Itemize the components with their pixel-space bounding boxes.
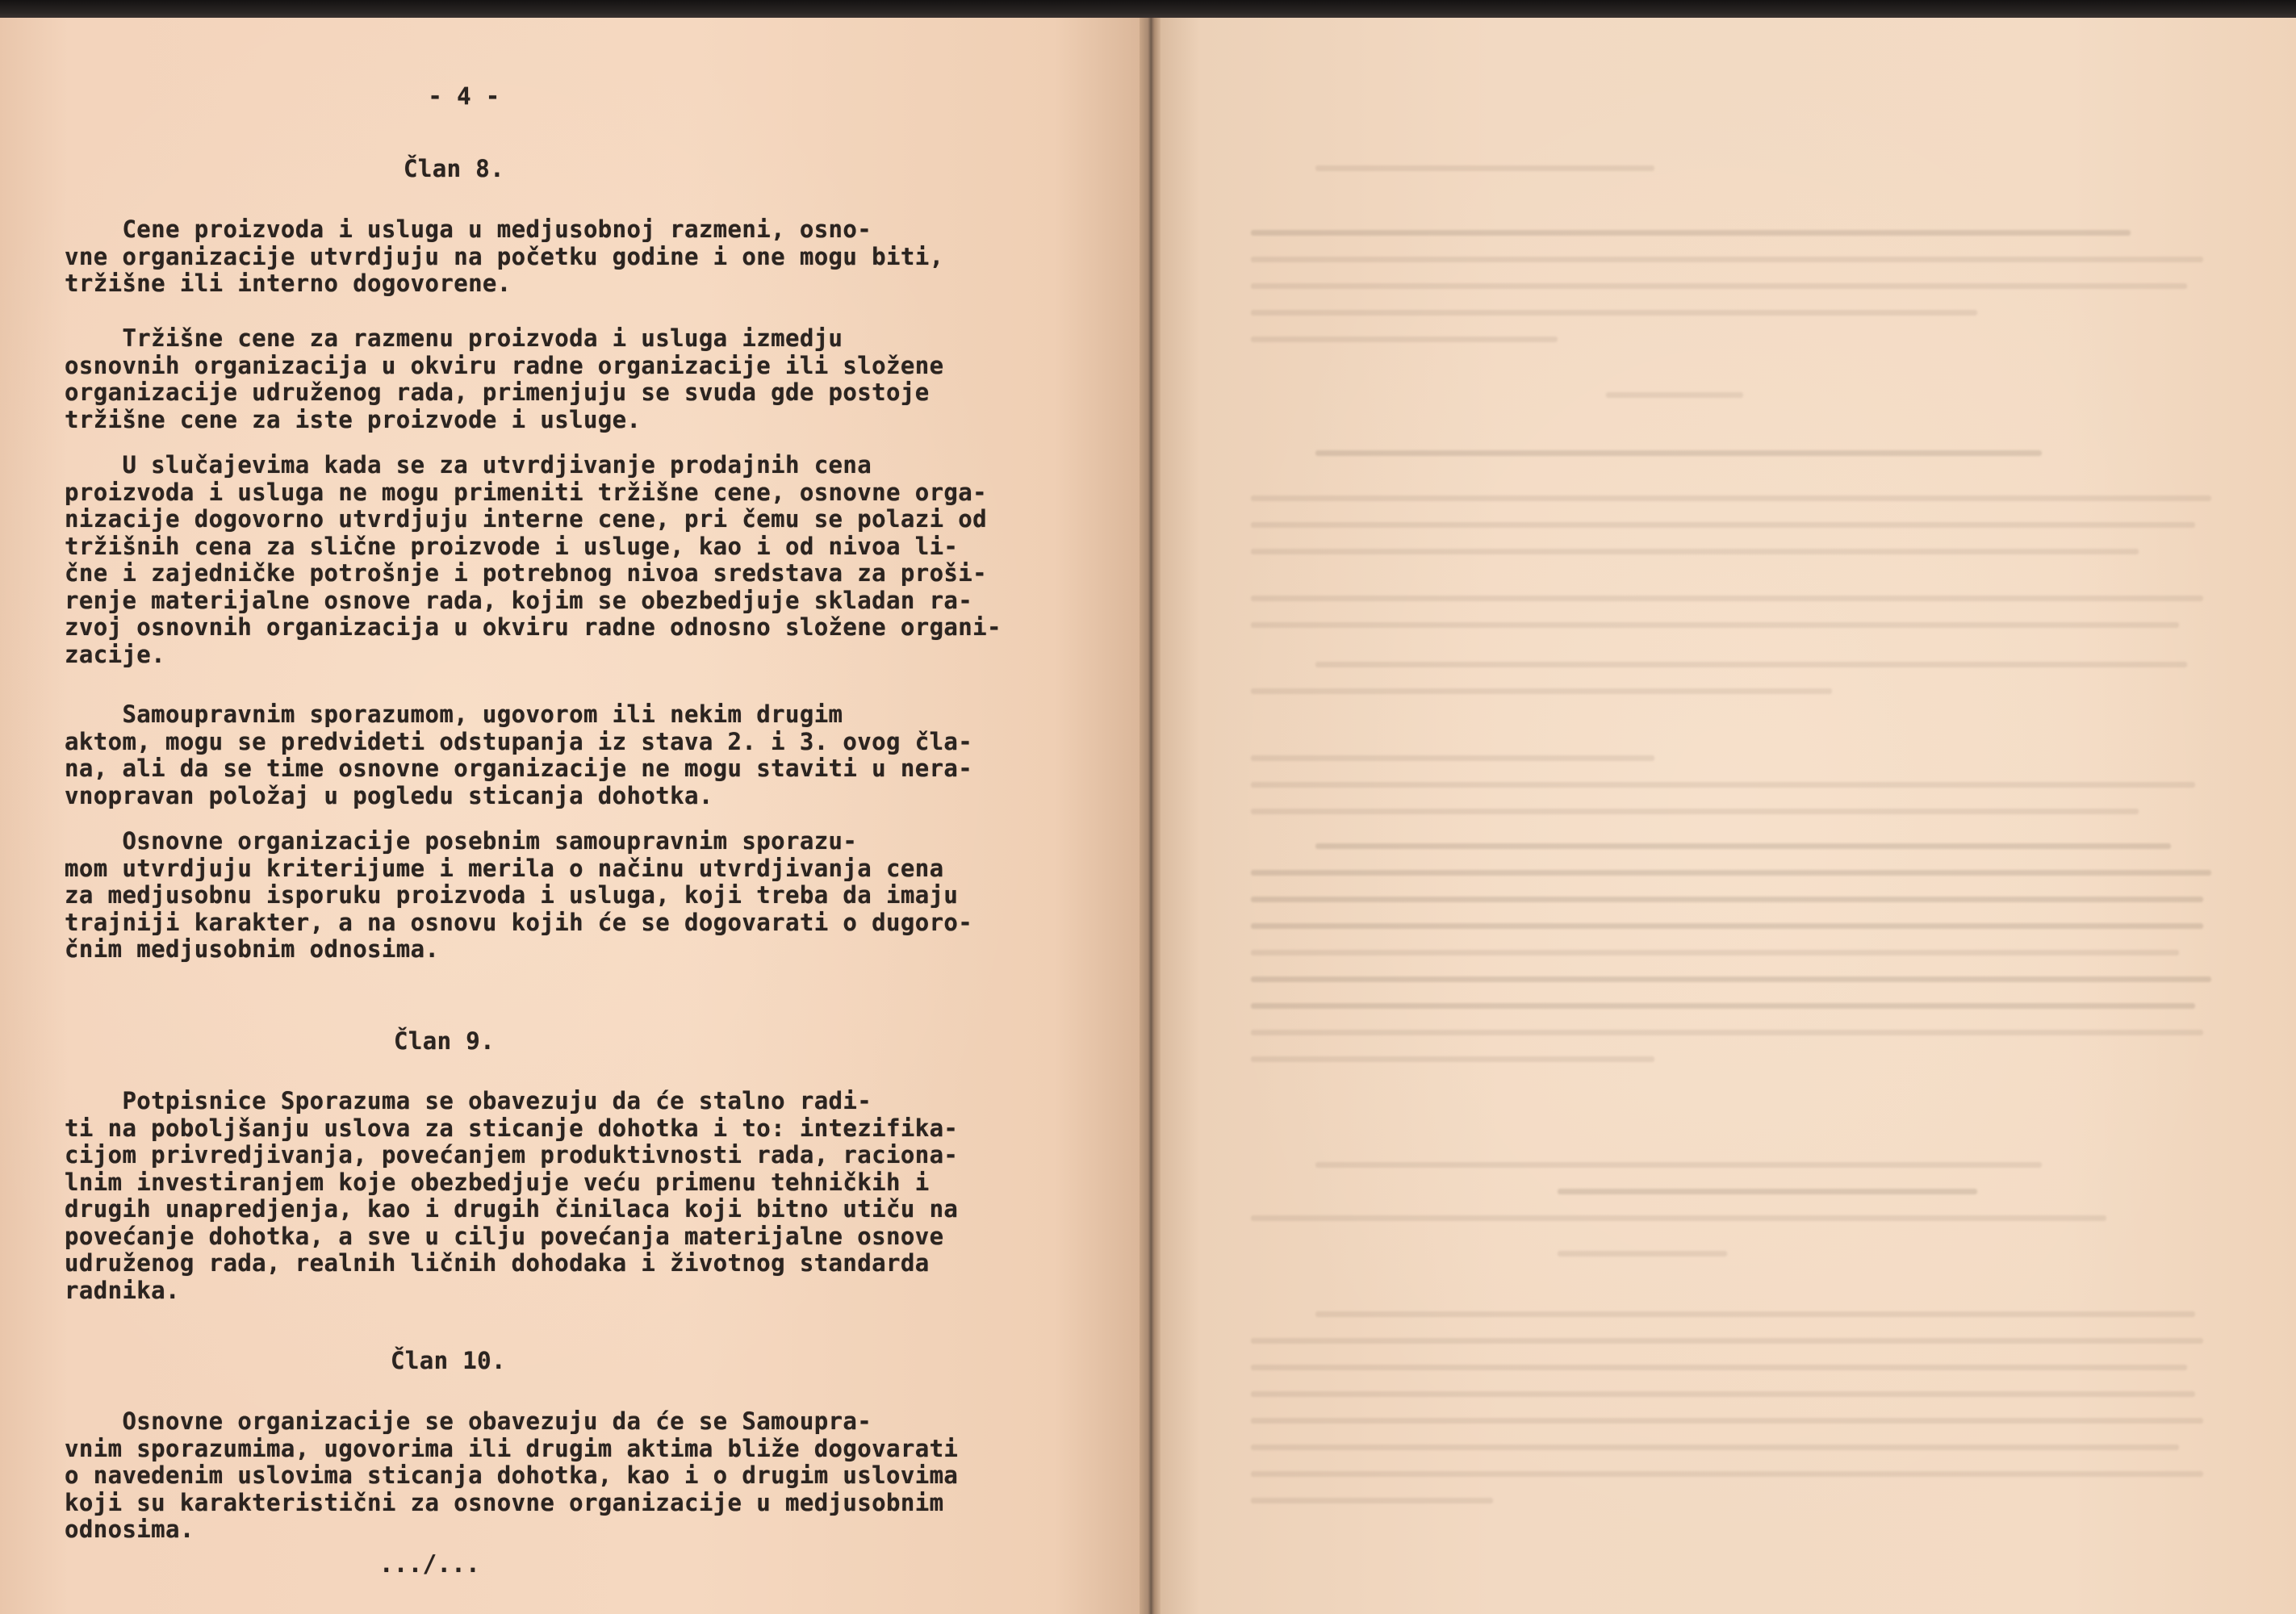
ghost-line — [1315, 843, 2171, 849]
ghost-line — [1315, 450, 2042, 456]
ghost-line — [1251, 950, 2179, 955]
article-9-paragraph-1: Potpisnice Sporazuma se obavezuju da će stalno radi- ti na poboljšanju uslova za sticanje dohotka i to: intezifika- cijom privredjivanja, povećanjem produktivnosti rada, raciona- lnim investiranjem koje obezbedjuje veću primenu tehničkih i drugih unapredjenja, kao i drugih činilaca koji bitno utiču na povećanje dohotka, a sve u cilju povećanja materijalne osnove udruženog rada, realnih ličnih dohodaka i životnog standarda radnika. — [65, 1087, 959, 1304]
ghost-line — [1251, 897, 2203, 902]
ghost-line — [1251, 782, 2195, 788]
ghost-line — [1251, 976, 2211, 982]
ghost-line — [1558, 1189, 1977, 1194]
article-8-paragraph-3: U slučajevima kada se za utvrdjivanje prodajnih cena proizvoda i usluga ne mogu primeniti tržišne cene, osnovne orga- nizacije dogovorno utvrdjuju interne cene, pri čemu se polazi od tržišnih cena za slične proizvode i usluge, kao i od nivoa li- čne i zajedničke potrošnje i potrebnog nivoa sredstava za proši- renje materijalne osnove rada, kojim se obezbedjuje skladan ra- zvoj osnovnih organizacija u okviru radne odnosno složene organi- zacije. — [65, 451, 1002, 668]
article-heading-10: Član 10. — [391, 1347, 506, 1374]
ghost-line — [1251, 549, 2139, 554]
ghost-line — [1251, 522, 2195, 528]
ghost-line — [1251, 1498, 1493, 1503]
page-number: - 4 - — [428, 82, 500, 110]
right-page-bleed-through — [1154, 0, 2296, 1614]
ghost-line — [1251, 809, 2139, 814]
ghost-line — [1606, 392, 1743, 398]
ghost-line — [1251, 923, 2203, 929]
ghost-line — [1251, 257, 2203, 262]
ghost-line — [1251, 495, 2211, 501]
scan-top-edge — [0, 0, 2296, 18]
book-gutter — [1140, 0, 1161, 1614]
ghost-line — [1251, 1215, 2106, 1221]
ghost-line — [1251, 1056, 1654, 1062]
article-heading-8: Član 8. — [404, 155, 505, 182]
ghost-line — [1558, 1251, 1727, 1256]
ghost-line — [1315, 1162, 2042, 1168]
article-heading-9: Član 9. — [394, 1027, 496, 1055]
article-8-paragraph-2: Tržišne cene za razmenu proizvoda i usluga izmedju osnovnih organizacija u okviru radne organizacije ili složene organizacije udruženog rada, primenjuju se svuda gde postoje tržišne cene za iste proizvode i usluge. — [65, 324, 944, 433]
ghost-line — [1251, 337, 1558, 342]
ghost-line — [1251, 755, 1654, 761]
ghost-line — [1251, 283, 2187, 289]
article-8-paragraph-4: Samoupravnim sporazumom, ugovorom ili nekim drugim aktom, mogu se predvideti odstupanja iz stava 2. i 3. ovog čla- na, ali da se time osnovne organizacije ne mogu staviti u nera- vnopravan položaj u pogledu sticanja dohotka. — [65, 700, 973, 809]
ghost-line — [1251, 1365, 2187, 1370]
article-10-paragraph-1: Osnovne organizacije se obavezuju da će se Samoupra- vnim sporazumima, ugovorima ili drugim aktima bliže dogovarati o navedenim uslovima sticanja dohotka, kao i o drugim uslovima koji su karakteristični za osnovne organizacije u medjusobnim odnosima. — [65, 1407, 959, 1543]
ghost-line — [1251, 622, 2179, 628]
ghost-line — [1315, 165, 1654, 171]
ghost-line — [1251, 688, 1832, 694]
ghost-line — [1251, 596, 2203, 601]
ghost-line — [1251, 1030, 2203, 1035]
article-8-paragraph-1: Cene proizvoda i usluga u medjusobnoj razmeni, osno- vne organizacije utvrdjuju na početku godine i one mogu biti, tržišne ili interno dogovorene. — [65, 215, 944, 297]
ghost-line — [1315, 1311, 2195, 1317]
ghost-line — [1251, 1003, 2195, 1009]
left-page — [0, 0, 1146, 1614]
ghost-line — [1251, 1338, 2203, 1344]
ghost-line — [1251, 310, 1977, 316]
ghost-line — [1251, 1471, 2203, 1477]
ghost-line — [1251, 1445, 2179, 1450]
ghost-line — [1251, 1418, 2203, 1424]
ghost-line — [1251, 1391, 2195, 1397]
continuation-mark: .../... — [379, 1550, 481, 1578]
ghost-line — [1251, 230, 2131, 236]
ghost-line — [1315, 662, 2187, 667]
article-8-paragraph-5: Osnovne organizacije posebnim samoupravnim sporazu- mom utvrdjuju kriterijume i merila o načinu utvrdjivanja cena za medjusobnu isporuku proizvoda i usluga, koji treba da imaju trajniji karakter, a na osnovu kojih će se dogovarati o dugoro- čnim medjusobnim odnosima. — [65, 827, 973, 963]
ghost-line — [1251, 870, 2211, 876]
